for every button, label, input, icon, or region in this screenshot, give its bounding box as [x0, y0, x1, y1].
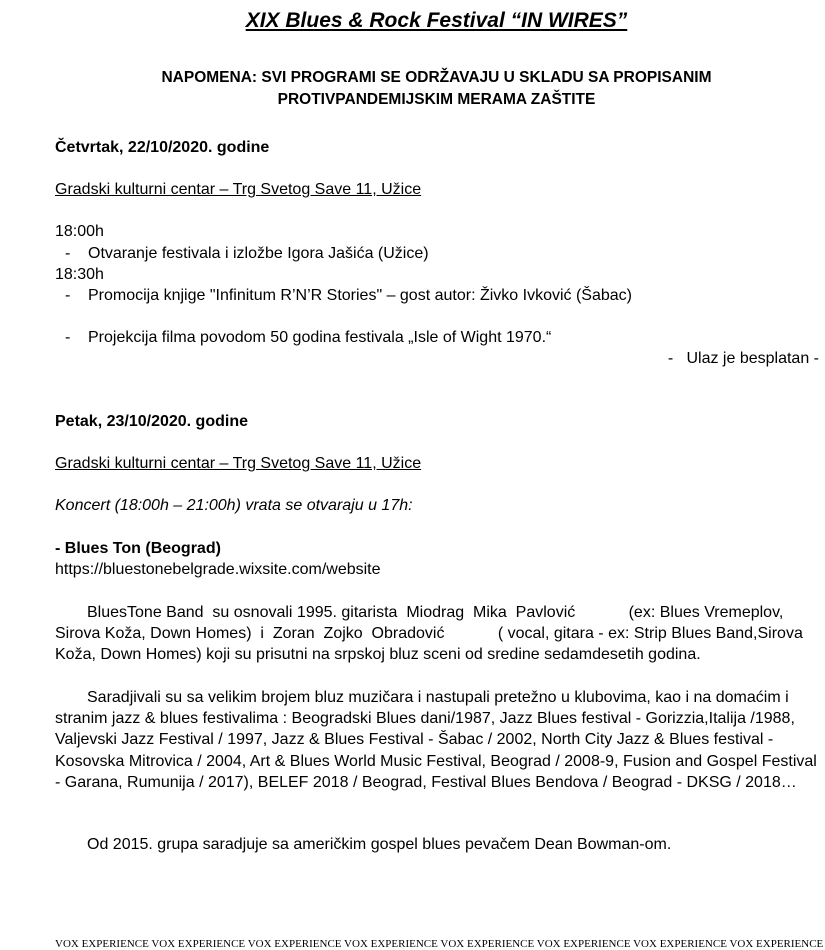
band-bio-paragraph-1 — [55, 602, 825, 666]
band-name: - Blues Ton (Beograd) — [55, 540, 221, 557]
footer-watermark: VOX EXPERIENCE VOX EXPERIENCE VOX EXPERIENCE VOX EXPERIENCE VOX EXPERIENCE VOX EXPERIENCE VOX EXPERIENCE VOX EXPERIENCE — [55, 938, 824, 950]
notice-line-1: NAPOMENA: SVI PROGRAMI SE ODRŽAVAJU U SKLADU SA PROPISANIM — [161, 69, 712, 86]
day1-time-1: 18:00h — [55, 223, 104, 240]
day1-item-2: Promocija knjige "Infinitum R’N’R Stories" – gost autor: Živko Ivković (Šabac) — [88, 287, 632, 304]
day1-heading: Četvrtak, 22/10/2020. godine — [55, 139, 270, 156]
document-title: XIX Blues & Rock Festival “IN WIRES” — [245, 9, 628, 32]
concert-info: Koncert (18:00h – 21:00h) vrata se otvaraju u 17h: — [55, 497, 413, 514]
band-bio-paragraph-2 — [55, 687, 825, 793]
notice-line-2: PROTIVPANDEMIJSKIM MERAMA ZAŠTITE — [277, 91, 596, 108]
band-website-url[interactable]: https://bluestonebelgrade.wixsite.com/website — [55, 561, 381, 578]
day1-item-1: Otvaranje festivala i izložbe Igora Jašića (Užice) — [88, 245, 429, 262]
band-bio-text-1: BluesTone Band su osnovali 1995. gitarista Miodrag Mika Pavlović (ex: Blues Vremeplov, Sirova Koža, Down Homes) i Zoran Zojko Obradović ( vocal, gitara - ex: Strip Blues Band,Sirova Koža, Down Homes) koji su prisutni na srpskoj bluz sceni od sredine sedamdesetih godina. — [55, 604, 808, 664]
bullet-dash: - — [65, 245, 71, 262]
bullet-dash: - — [65, 287, 71, 304]
day1-item-3: Projekcija filma povodom 50 godina festivala „Isle of Wight 1970.“ — [88, 329, 552, 346]
band-bio-text-2: Saradjivali su sa velikim brojem bluz muzičara i nastupali pretežno u klubovima, kao i na domaćim i stranim jazz & blues festivalima : Beogradski Blues dani/1987, Jazz Blues festival - Gorizzia,Italija /1988, Valjevski Jazz Festival / 1997, Jazz & Blues Festival - Šabac / 2002, North City Jazz & Blues festival - Kosovska Mitrovica / 2004, Art & Blues World Music Festival, Beograd / 2008-9, Fusion and Gospel Festival - Garana, Rumunija / 2017), BELEF 2018 / Beograd, Festival Blues Bendova / Beograd - DKSG / 2018… — [55, 689, 817, 791]
day1-time-2: 18:30h — [55, 266, 104, 283]
day2-venue: Gradski kulturni centar – Trg Svetog Save 11, Užice — [55, 455, 422, 472]
bullet-dash: - — [65, 329, 71, 346]
day1-venue: Gradski kulturni centar – Trg Svetog Save 11, Užice — [55, 181, 422, 198]
free-entry-note: - Ulaz je besplatan - — [667, 350, 819, 367]
day2-heading: Petak, 23/10/2020. godine — [55, 413, 248, 430]
band-bio-paragraph-3 — [55, 834, 825, 855]
band-bio-text-3: Od 2015. grupa saradjuje sa američkim gospel blues pevačem Dean Bowman-om. — [87, 836, 672, 853]
